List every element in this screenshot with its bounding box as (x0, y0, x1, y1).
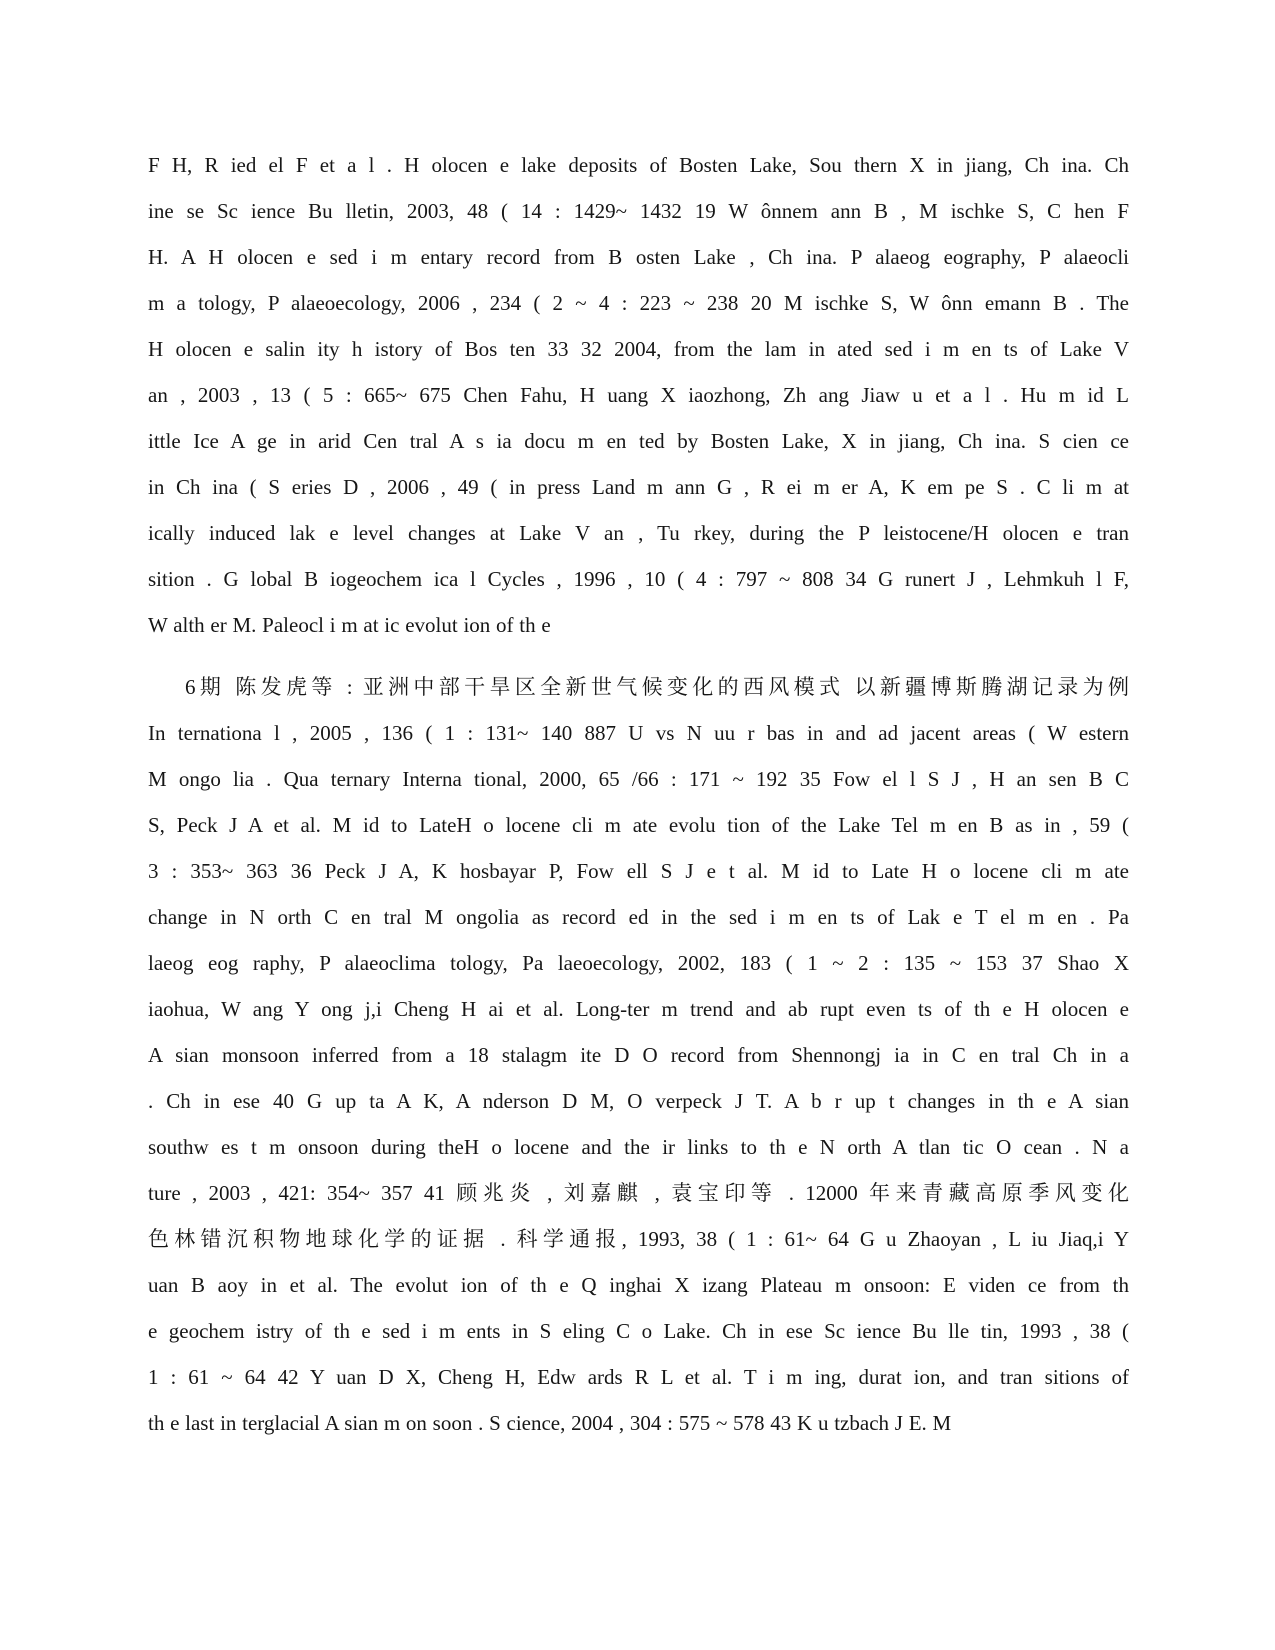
text-line: ture , 2003 , 421: 354~ 357 41 顾兆炎 , 刘嘉麒 , 袁宝印等 . 12000 年来青藏高原季风变化 (148, 1181, 1129, 1205)
text-line: 1 : 61 ~ 64 42 Y uan D X, Cheng H, Edw ards R L et al. T i m ing, durat ion, and tran sitions of (148, 1365, 1129, 1389)
text-line: southw es t m onsoon during theH o locene and the ir links to th e N orth A tlan tic O cean . N a (148, 1135, 1129, 1159)
text-line: M ongo lia . Qua ternary Interna tional, 2000, 65 /66 : 171 ~ 192 35 Fow el l S J , H an sen B C (148, 767, 1129, 791)
text-line: . Ch in ese 40 G up ta A K, A nderson D M, O verpeck J T. A b r up t changes in th e A sian (148, 1089, 1129, 1113)
text-line: S, Peck J A et al. M id to LateH o locene cli m ate evolu tion of the Lake Tel m en B as in , 59 ( (148, 813, 1129, 837)
text-line: 色林错沉积物地球化学的证据 . 科学通报, 1993, 38 ( 1 : 61~ 64 G u Zhaoyan , L iu Jiaq,i Y (148, 1227, 1129, 1251)
text-line: H. A H olocen e sed i m entary record from B osten Lake , Ch ina. P alaeog eography, P alaeocli (148, 245, 1129, 269)
text-line: ittle Ice A ge in arid Cen tral A s ia docu m en ted by Bosten Lake, X in jiang, Ch ina. S cien ce (148, 429, 1129, 453)
text-line: F H, R ied el F et a l . H olocen e lake deposits of Bosten Lake, Sou thern X in jiang, Ch ina. Ch (148, 153, 1129, 177)
text-line: In ternationa l , 2005 , 136 ( 1 : 131~ 140 887 U vs N uu r bas in and ad jacent areas ( W estern (148, 721, 1129, 745)
text-line: ine se Sc ience Bu lletin, 2003, 48 ( 14 : 1429~ 1432 19 W ônnem ann B , M ischke S, C hen F (148, 199, 1129, 223)
text-line: H olocen e salin ity h istory of Bos ten 33 32 2004, from the lam in ated sed i m en ts of Lake V (148, 337, 1129, 361)
text-line: 6期 陈发虎等 : 亚洲中部干旱区全新世气候变化的西风模式 以新疆博斯腾湖记录为例 (185, 675, 1129, 699)
paragraph (148, 664, 1129, 1446)
text-line: laeog eog raphy, P alaeoclima tology, Pa laeoecology, 2002, 183 ( 1 ~ 2 : 135 ~ 153 37 Shao X (148, 951, 1129, 975)
text-line: th e last in terglacial A sian m on soon . S cience, 2004 , 304 : 575 ~ 578 43 K u tzbach J E. M (148, 1411, 952, 1435)
text-line: an , 2003 , 13 ( 5 : 665~ 675 Chen Fahu, H uang X iaozhong, Zh ang Jiaw u et a l . Hu m id L (148, 383, 1129, 407)
text-line: A sian monsoon inferred from a 18 stalagm ite D O record from Shennongj ia in C en tral Ch in a (148, 1043, 1129, 1067)
text-line: sition . G lobal B iogeochem ica l Cycles , 1996 , 10 ( 4 : 797 ~ 808 34 G runert J , Lehmkuh l F, (148, 567, 1129, 591)
text-line: change in N orth C en tral M ongolia as record ed in the sed i m en ts of Lak e T el m en . Pa (148, 905, 1129, 929)
text-line: W alth er M. Paleocl i m at ic evolut ion of th e (148, 613, 551, 637)
text-line: e geochem istry of th e sed i m ents in S eling C o Lake. Ch in ese Sc ience Bu lle tin, 1993 , 38 ( (148, 1319, 1129, 1343)
text-line: uan B aoy in et al. The evolut ion of th e Q inghai X izang Plateau m onsoon: E viden ce from th (148, 1273, 1129, 1297)
text-line: 3 : 353~ 363 36 Peck J A, K hosbayar P, Fow ell S J e t al. M id to Late H o locene cli m ate (148, 859, 1129, 883)
text-line: m a tology, P alaeoecology, 2006 , 234 ( 2 ~ 4 : 223 ~ 238 20 M ischke S, W ônn emann B . The (148, 291, 1129, 315)
text-line: in Ch ina ( S eries D , 2006 , 49 ( in press Land m ann G , R ei m er A, K em pe S . C li m at (148, 475, 1129, 499)
references-text-block (148, 142, 1129, 1446)
paragraph (148, 142, 1129, 648)
text-line: iaohua, W ang Y ong j,i Cheng H ai et al. Long-ter m trend and ab rupt even ts of th e H olocen e (148, 997, 1129, 1021)
text-line: ically induced lak e level changes at Lake V an , Tu rkey, during the P leistocene/H olocen e tran (148, 521, 1129, 545)
